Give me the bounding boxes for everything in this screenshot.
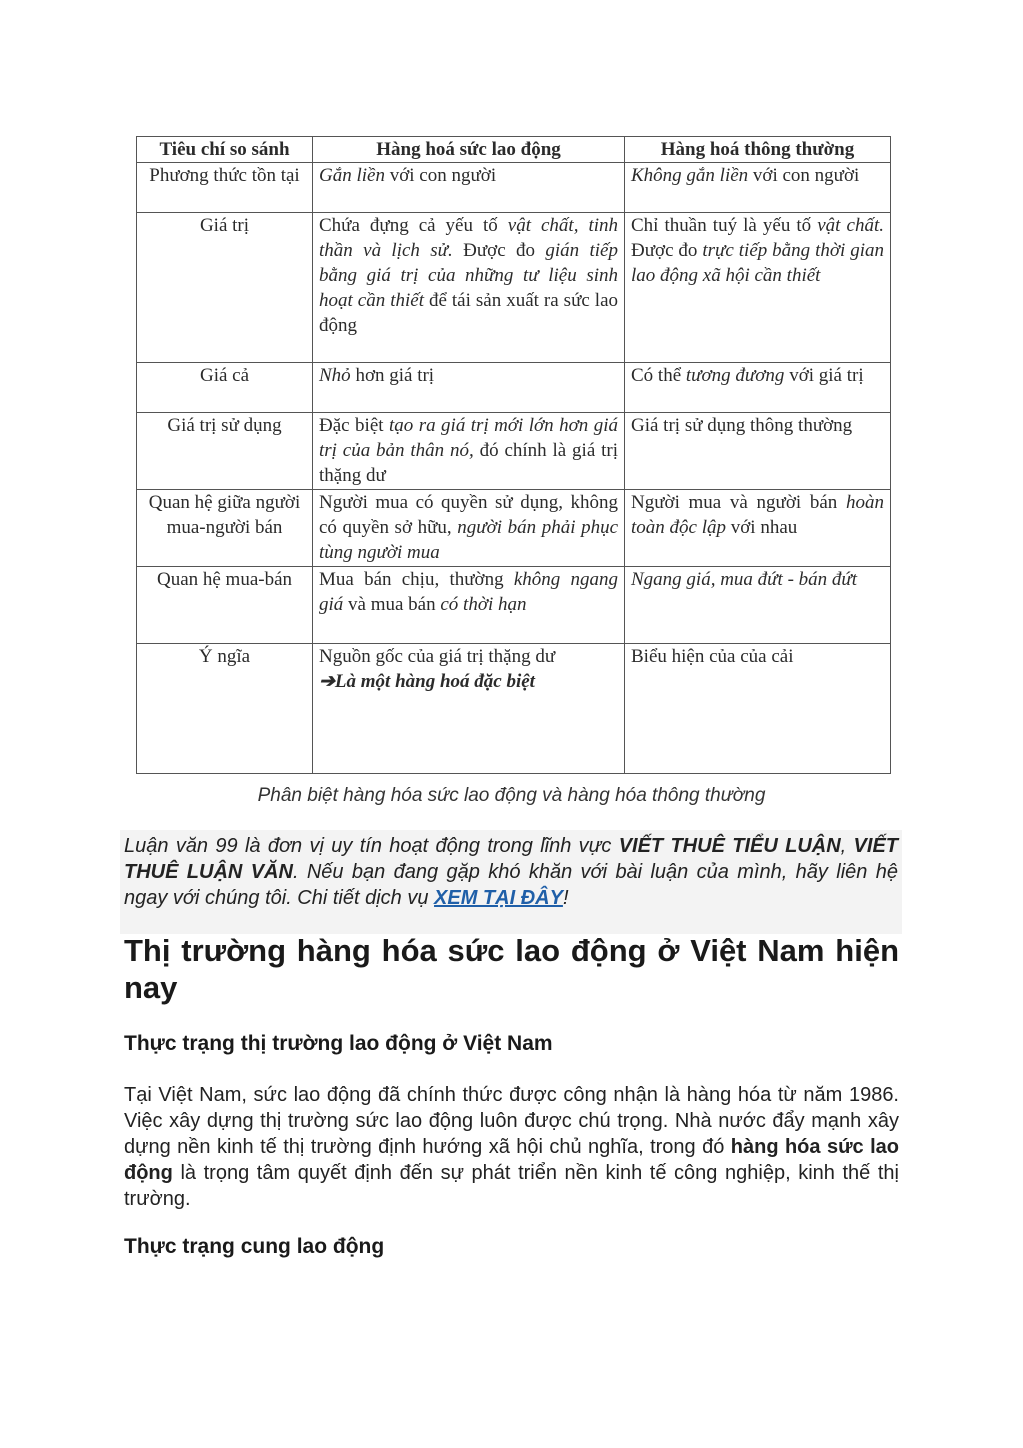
cell-ordinary — [625, 490, 891, 567]
header-ordinary-commodity: Hàng hoá thông thường — [625, 137, 891, 163]
cell-ordinary — [625, 413, 891, 490]
cell-text: với nhau — [726, 517, 798, 538]
cell-ordinary — [625, 567, 891, 644]
table-body — [137, 163, 891, 774]
table-row — [137, 567, 891, 644]
section-heading: Thị trường hàng hóa sức lao động ở Việt Nam hiện nay — [124, 933, 899, 1005]
cell-criterion: Ý ngĩa — [137, 644, 313, 774]
cell-text: gián tiếp bằng giá trị của những tư liệu sinh hoạt cần thiết — [319, 240, 618, 311]
cell-text: Mua bán chịu, thường — [319, 569, 514, 590]
table-caption: Phân biệt hàng hóa sức lao động và hàng hóa thông thường — [257, 785, 766, 806]
cell-text: Chỉ thuần tuý là yếu tố — [631, 215, 818, 236]
cell-text: Không gắn liền — [631, 165, 749, 186]
cell-labor — [313, 567, 625, 644]
cell-text: Được đo — [631, 240, 703, 261]
cell-ordinary — [625, 163, 891, 213]
highlight-term: hàng hóa sức lao động — [124, 1136, 900, 1184]
cell-text: Nguồn gốc của giá trị thặng dư — [319, 646, 556, 667]
header-criteria: Tiêu chí so sánh — [137, 137, 313, 163]
cell-ordinary — [625, 363, 891, 413]
cell-labor — [313, 490, 625, 567]
cell-ordinary — [625, 213, 891, 363]
header-labor-commodity: Hàng hoá sức lao động — [313, 137, 625, 163]
cell-labor — [313, 213, 625, 363]
cell-text: Người mua và người bán — [631, 492, 846, 513]
cell-text: với con người — [384, 165, 497, 186]
cell-text: Ngang giá, mua đứt - bán đứt — [631, 569, 858, 590]
table-row — [137, 163, 891, 213]
cell-text: Nhỏ — [319, 365, 351, 386]
promo-text: Luận văn 99 là đơn vị uy tín hoạt động trong lĩnh vực VIẾT THUÊ TIỂU LUẬN, VIẾT THUÊ LUẬN VĂN. Nếu bạn đang gặp khó khăn với bài luận của mình, hãy liên hệ ngay với chúng tôi. Chi tiết dịch vụ XEM TẠI ĐÂY! — [124, 835, 898, 909]
cell-text: Người mua có quyền sử dụng, không có quyền sở hữu, — [319, 492, 618, 538]
cell-text: hơn giá trị — [350, 365, 435, 386]
cell-text: vật chất, tinh thần và lịch sử. — [319, 215, 619, 261]
cell-text: Gắn liền — [319, 165, 385, 186]
cell-text: Chứa đựng cả yếu tố — [319, 215, 508, 236]
promo-box — [120, 830, 902, 934]
body-paragraph: Tại Việt Nam, sức lao động đã chính thức được công nhận là hàng hóa từ năm 1986. Việc xây dựng thị trường sức lao động luôn được chú trọng. Nhà nước đẩy mạnh xây dựng nền kinh tế thị trường định hướng xã hội chủ nghĩa, trong đó hàng hóa sức lao động là trọng tâm quyết định đến sự phát triển nền kinh tế công nghiệp, kinh thế thị trường. — [124, 1084, 900, 1210]
cell-criterion: Giá cả — [137, 363, 313, 413]
cell-criterion: Giá trị sử dụng — [137, 413, 313, 490]
cell-text: không ngang giá — [319, 569, 618, 615]
cell-text: đó chính là giá trị thặng dư — [319, 440, 618, 486]
cell-ordinary — [625, 644, 891, 774]
table-row — [137, 363, 891, 413]
cell-criterion: Giá trị — [137, 213, 313, 363]
cell-criterion: Quan hệ mua-bán — [137, 567, 313, 644]
table-row — [137, 644, 891, 774]
cell-criterion: Phương thức tồn tại — [137, 163, 313, 213]
comparison-table — [136, 136, 891, 774]
table-row — [137, 490, 891, 567]
cell-labor — [313, 644, 625, 774]
table-header-row — [137, 137, 891, 163]
cell-text: Được đo — [452, 240, 546, 261]
cell-text: tương đương — [685, 365, 785, 386]
cell-text: ➔Là một hàng hoá đặc biệt — [319, 671, 535, 692]
cell-text: Có thể — [631, 365, 686, 386]
cell-labor — [313, 163, 625, 213]
cell-text: tạo ra giá trị mới lớn hơn giá trị của bản thân nó, — [319, 415, 619, 461]
cell-text: có thời hạn — [440, 594, 527, 615]
cell-text: và mua bán — [343, 594, 441, 615]
cell-criterion: Quan hệ giữa người mua-người bán — [137, 490, 313, 567]
cell-labor — [313, 363, 625, 413]
cell-text: Đặc biệt — [319, 415, 389, 436]
cell-text: hoàn toàn độc lập — [631, 492, 884, 538]
cell-labor — [313, 413, 625, 490]
cell-text: Biểu hiện của của cải — [631, 646, 794, 667]
cell-text: để tái sản xuất ra sức lao động — [319, 290, 619, 336]
cell-text: trực tiếp bằng thời gian lao động xã hội cần thiết — [631, 240, 885, 286]
promo-link[interactable]: XEM TẠI ĐÂY — [434, 887, 563, 909]
table-row — [137, 213, 891, 363]
promo-service-1: VIẾT THUÊ TIỂU LUẬN — [618, 835, 841, 857]
cell-text: với giá trị — [784, 365, 864, 386]
cell-text: người bán phải phục tùng người mua — [319, 517, 619, 563]
subheading-labor-market: Thực trạng thị trường lao động ở Việt Nam — [124, 1032, 553, 1055]
table-row — [137, 413, 891, 490]
cell-text: với con người — [748, 165, 860, 186]
subheading-labor-supply: Thực trạng cung lao động — [124, 1235, 385, 1258]
cell-text: Giá trị sử dụng thông thường — [631, 415, 853, 436]
cell-text: vật chất. — [817, 215, 884, 236]
promo-service-2: VIẾT THUÊ LUẬN VĂN — [124, 835, 898, 883]
